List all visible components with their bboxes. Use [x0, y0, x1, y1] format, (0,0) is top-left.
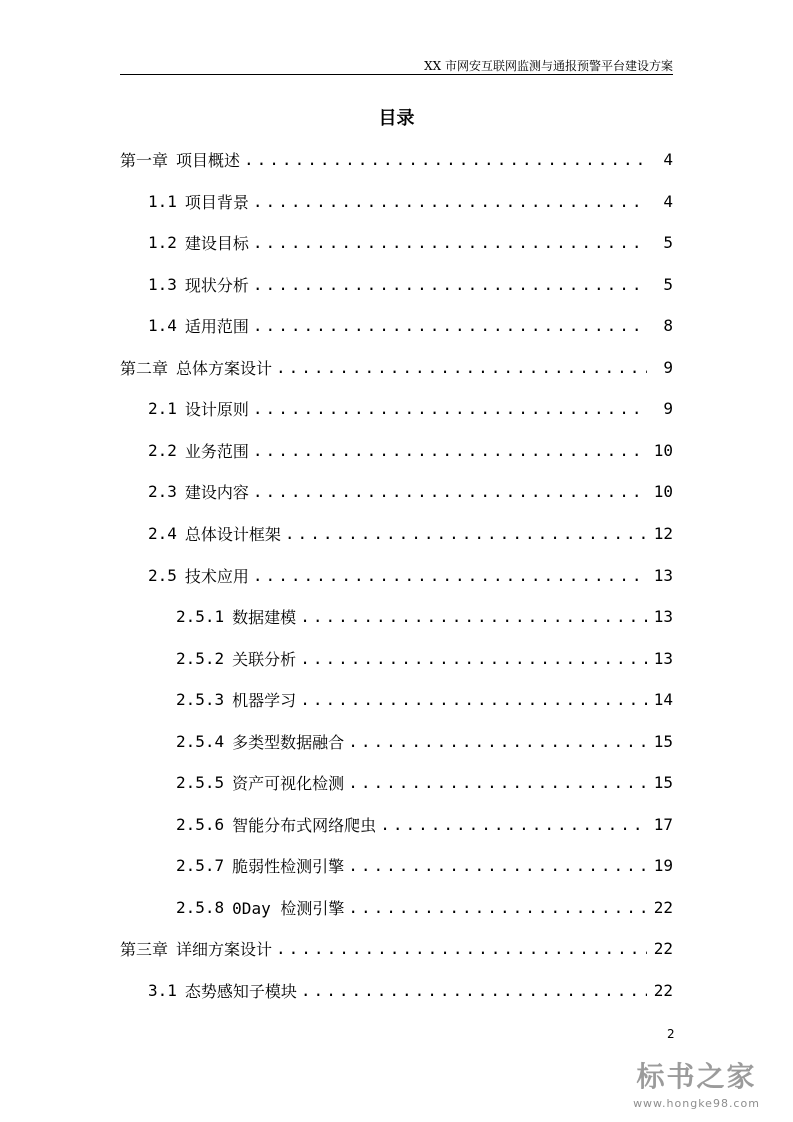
toc-entry-label: 项目概述: [176, 150, 241, 170]
toc-entry-number: 1.3: [148, 274, 177, 294]
page-number: 2: [667, 1027, 675, 1041]
toc-entry-number: 2.5.3: [176, 689, 225, 709]
toc-entry-number: 2.1: [148, 398, 177, 418]
toc-entry-number: 第一章: [120, 150, 169, 170]
header-rule: [120, 74, 673, 75]
toc-entry-number: 2.3: [148, 481, 177, 501]
watermark-logo: [624, 1055, 769, 1110]
toc-entry[interactable]: [148, 563, 673, 587]
toc-leader: [285, 524, 647, 543]
watermark-title: 标书之家: [636, 1060, 757, 1093]
toc-entry-page: 10: [653, 440, 673, 460]
toc-entry-number: 第二章: [120, 358, 169, 378]
toc-leader: [253, 482, 647, 501]
toc-entry-page: 5: [663, 232, 673, 252]
toc-entry-label: 多类型数据融合: [232, 732, 345, 752]
toc-entry-page: 9: [663, 398, 673, 418]
toc-entry-label: 机器学习: [232, 690, 297, 710]
toc-entry-number: 1.2: [148, 232, 177, 252]
toc-entry-label: 总体设计框架: [184, 524, 281, 544]
toc-entry-number: 2.4: [148, 523, 177, 543]
toc-entry-label: 现状分析: [184, 275, 249, 295]
toc-entry-page: 12: [653, 523, 673, 543]
toc-entry-page: 15: [653, 772, 673, 792]
toc-entry[interactable]: [148, 479, 673, 503]
toc-entry[interactable]: [148, 396, 673, 420]
toc-leader: [253, 316, 647, 335]
toc-leader: [300, 690, 647, 709]
toc-entry[interactable]: [120, 936, 673, 960]
toc-entry-page: 9: [663, 357, 673, 377]
toc-entry-label: 智能分布式网络爬虫: [232, 815, 377, 835]
toc-entry-page: 4: [663, 191, 673, 211]
toc-entry-label: 总体方案设计: [176, 358, 273, 378]
toc-entry[interactable]: [148, 272, 673, 296]
toc-leader: [380, 815, 647, 834]
toc-entry-label: 适用范围: [184, 316, 249, 336]
toc-entry-label: 资产可视化检测: [232, 773, 345, 793]
toc-entry-page: 22: [653, 938, 673, 958]
toc-entry-number: 2.5.4: [176, 731, 225, 751]
toc-entry-page: 13: [653, 648, 673, 668]
toc-entry-number: 2.2: [148, 440, 177, 460]
toc-entry[interactable]: [176, 812, 673, 836]
toc-entry-page: 10: [653, 481, 673, 501]
toc-entry[interactable]: [148, 521, 673, 545]
toc-leader: [253, 399, 647, 418]
toc-entry[interactable]: [148, 313, 673, 337]
toc-entry-number: 2.5.8: [176, 897, 225, 917]
toc-entry-page: 22: [653, 897, 673, 917]
toc-entry-label: 建设目标: [184, 233, 249, 253]
toc-entry-page: 13: [653, 606, 673, 626]
toc-entry-number: 2.5.1: [176, 606, 225, 626]
toc-leader: [276, 939, 647, 958]
toc-entry-page: 14: [653, 689, 673, 709]
toc-entry-number: 第三章: [120, 939, 169, 959]
toc-leader: [348, 856, 647, 875]
toc-entry-label: 态势感知子模块: [184, 981, 297, 1001]
toc-entry-label: 技术应用: [184, 566, 249, 586]
toc-entry[interactable]: [176, 770, 673, 794]
toc-entry-number: 2.5.7: [176, 855, 225, 875]
toc-entry[interactable]: [148, 189, 673, 213]
toc-entry-label: 0Day 检测引擎: [232, 898, 345, 918]
toc-entry-page: 15: [653, 731, 673, 751]
toc-entry[interactable]: [148, 438, 673, 462]
toc-leader: [253, 275, 647, 294]
toc-entry-page: 5: [663, 274, 673, 294]
toc-entry-number: 2.5.2: [176, 648, 225, 668]
toc-leader: [348, 773, 647, 792]
toc-entry[interactable]: [120, 355, 673, 379]
toc-title: 目录: [378, 108, 415, 129]
toc-leader: [301, 981, 647, 1000]
toc-entry-number: 1.1: [148, 191, 177, 211]
toc-entry-label: 建设内容: [184, 482, 249, 502]
toc-leader: [300, 649, 647, 668]
toc-entry-page: 17: [653, 814, 673, 834]
toc-entry[interactable]: [176, 604, 673, 628]
toc-entry[interactable]: [176, 729, 673, 753]
toc-entry[interactable]: [120, 147, 673, 171]
running-header: XX 市网安互联网监测与通报预警平台建设方案: [424, 59, 673, 73]
toc-leader: [253, 192, 647, 211]
toc-entry-number: 2.5: [148, 565, 177, 585]
toc-entry-number: 2.5.6: [176, 814, 225, 834]
toc-entry-label: 详细方案设计: [176, 939, 273, 959]
toc-entry[interactable]: [176, 687, 673, 711]
toc-entry-label: 项目背景: [184, 192, 249, 212]
toc-entry-number: 3.1: [148, 980, 177, 1000]
toc-entry-label: 业务范围: [184, 441, 249, 461]
toc-leader: [253, 441, 647, 460]
toc-entry[interactable]: [148, 230, 673, 254]
toc-entry[interactable]: [176, 895, 673, 919]
toc-entry-page: 22: [653, 980, 673, 1000]
toc-leader: [253, 566, 647, 585]
toc-entry-page: 4: [663, 149, 673, 169]
toc-leader: [253, 233, 647, 252]
toc-entry[interactable]: [148, 978, 673, 1002]
toc-leader: [244, 150, 647, 169]
toc-entry-label: 设计原则: [184, 399, 249, 419]
toc-entry-page: 19: [653, 855, 673, 875]
toc-leader: [348, 732, 647, 751]
toc-entry-page: 13: [653, 565, 673, 585]
toc-leader: [348, 898, 647, 917]
toc-leader: [300, 607, 647, 626]
toc-entry-page: 8: [663, 315, 673, 335]
toc-entry-label: 关联分析: [232, 649, 297, 669]
toc-entry-label: 脆弱性检测引擎: [232, 856, 345, 876]
toc-entry-label: 数据建模: [232, 607, 297, 627]
watermark-url: www.hongke98.com: [633, 1097, 760, 1110]
toc-entry[interactable]: [176, 853, 673, 877]
toc-leader: [276, 358, 647, 377]
toc-entry-number: 2.5.5: [176, 772, 225, 792]
toc-entry[interactable]: [176, 646, 673, 670]
toc-entry-number: 1.4: [148, 315, 177, 335]
